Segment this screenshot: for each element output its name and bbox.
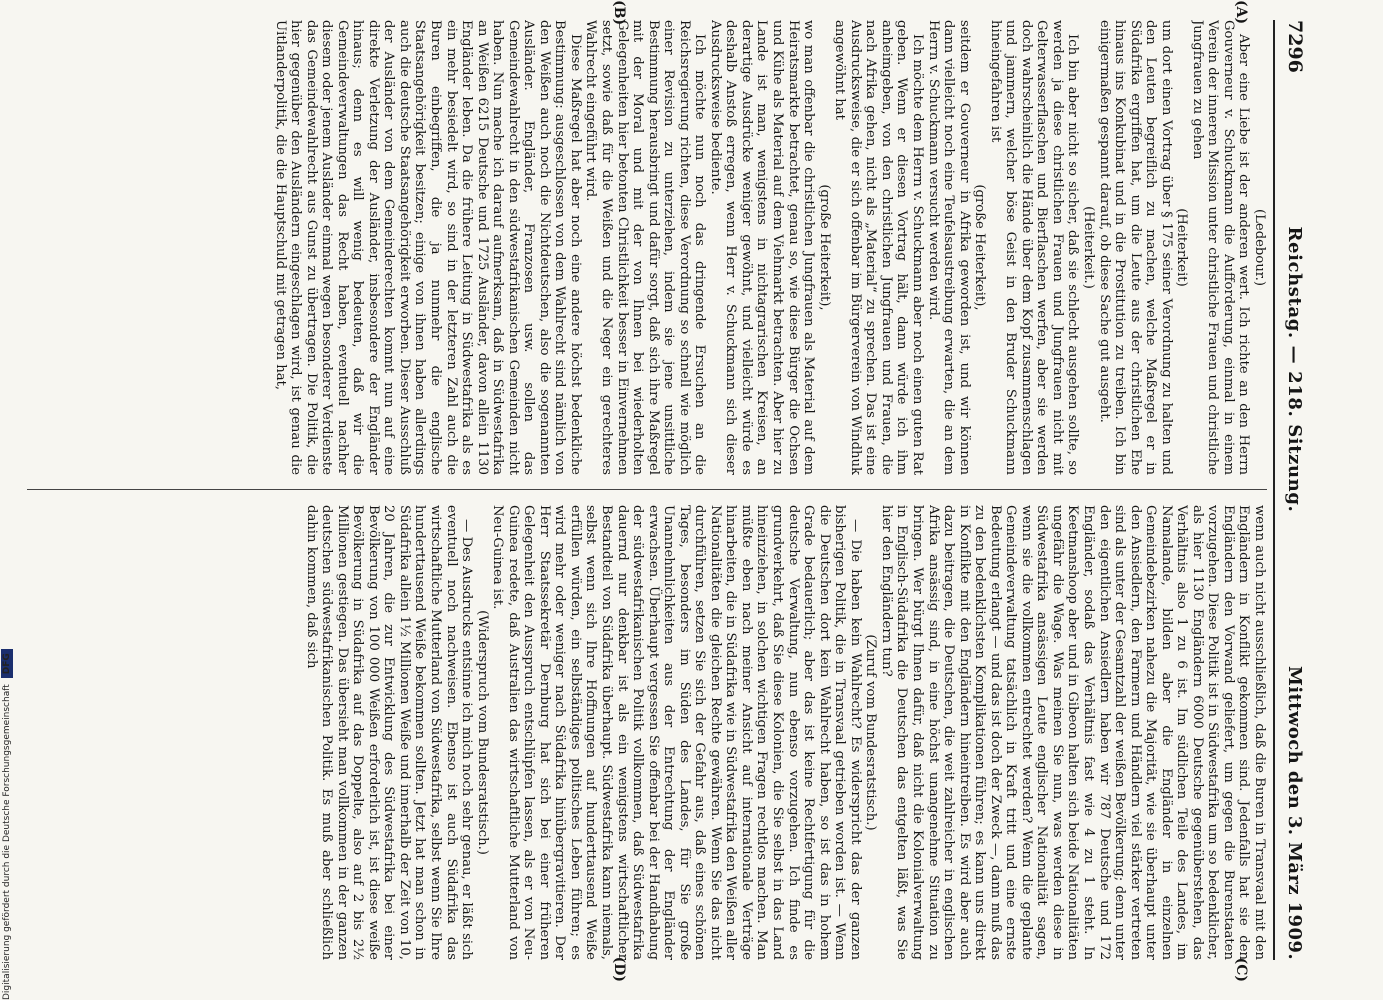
text-columns [27,0,1267,982]
header-rule [1273,20,1275,960]
margin-marker-a: (A) [1233,0,1249,25]
credit-text: Digitalisierung gefördert durch die Deutsche Forschungsgemeinschaft [2,684,12,1000]
column-gutter [27,475,1267,505]
interjection: (Zuruf vom Bundesratstisch.) [863,634,879,831]
session-title: Reichstag. — 218. Sitzung. [1284,226,1305,513]
paragraph: wo man offenbar die christlichen Jungfrauen als Material auf dem Heiratsmarkte betrachtet, genau so, wie diese Bürger die Ochsen und Kühe als Material auf dem Viehmarkt betrachten. Aber hier zu Lande ist man, wenigstens in nichtagrarischen Kreisen, an derartige Ausdrücke weniger gewöhnt, und vielleicht würde es deshalb Anstoß erregen, wenn Herr v. Schuckmann sich dieser Ausdrucksweise bediente. [707,20,817,475]
right-column [27,505,1267,960]
digitization-credit [0,0,14,1000]
paragraph: Aber eine Liebe ist der anderen wert. Ich richte an den Herrn Gouverneur v. Schuckmann die Aufforderung, einmal in einem Verein der inneren Mission unter christliche Frauen und christliche Jungfrauen zu gehen [1189,20,1252,475]
paragraph: Ich möchte nun noch das dringende Ersuchen an die Reichsregierung richten, diese Verordnung so schnell wie möglich einer Revision zu unterziehen, indem sie jene unsittliche Bestimmung herausbringt und dafür sorgt, daß sich ihre Maßregel mit der Moral und mit der von Ihnen bei wiederholten Gelegenheiten hier betonten Christlichkeit besser in Einvernehmen setzt, sowie daß für die Weißen und die Neger ein gerechteres Wahlrecht eingeführt wird. [583,20,708,475]
session-date: Mittwoch den 3. März 1909. [1284,666,1305,960]
page-header [1277,20,1306,960]
margin-marker-d: (D) [611,956,627,982]
paragraph: wenn auch nicht ausschließlich, daß die Buren in Transvaal mit den Engländern in Konflikt gekommen sind. Jedenfalls hat sie den Engländern den Vorwand geliefert, um gegen die Burenstaaten vorzugehen. Diese Politik ist in Südwestafrika um so bedenklicher, als hier 1130 Engländern 6000 Deutsche gegenüberstehen, das Verhältnis also 1 zu 6 ist. Im südlichen Teile des Landes, im Namalande, bilden aber die Engländer in einzelnen Gemeindebezirken nahezu die Majorität, wie sie überhaupt unter den Ansiedlern, den Farmern und Händlern viel stärker vertreten sind als unter der Gesamtzahl der weißen Bevölkerung; denn unter den eigentlichen Ansiedlern haben wir 787 Deutsche und 172 Engländer, sodaß das Verhältnis fast wie 4 zu 1 steht. In Keetmanshoop aber und in Gibeon halten sich beide Nationalitäten ungefähr die Wage. Was meinen Sie nun, was werden diese in Südwestafrika ansässigen Leute englischer Nationalität sagen, wenn sie die vollkommen entrechtet werden? Wenn die geplante Gemeindeverwaltung tatsächlich in Kraft tritt und eine ernste Bedeutung erlangt — und das ist doch der Zweck —, dann muß das zu den bedenklichsten Komplikationen führen; es kann uns direkt in Konflikte mit den Engländern hineintreiben. Es wird aber auch dazu beitragen, die Deutschen, die weit zahlreicher in englischen Afrika ansässig sind, in eine höchst unangenehme Situation zu bringen. Wer bürgt Ihnen dafür, daß nicht die Kolonialverwaltung in Englisch-Südafrika die Deutschen das entgelten läßt, was Sie hier den Engländern tun? [878,505,1267,960]
interjection: (Ledebour.) [1252,208,1267,287]
paragraph: Ich bin aber nicht so sicher, daß sie schlecht ausgehen sollte, so werden ja diese christlichen Frauen und Jungfrauen nicht mit Gelterwasserflaschen und Bierflaschen werfen, aber sie werden doch wahrscheinlich die Hände über dem Kopf zusammenschlagen und jammern, welcher böse Geist in den Bruder Schuckmann hineingefahren ist [987,20,1081,475]
paragraph: — Des Ausdrucks entsinne ich mich noch sehr genau, er läßt sich eventuell noch nachweisen. Ebenso ist auch Südafrika das wirtschaftliche Mutterland von Südwestafrika, selbst wenn Sie Ihre hunderttausend Weiße bekommen sollten. Jetzt hat man schon in Südafrika allein 1½ Millionen Weiße und innerhalb der Zeit von 10, 20 Jahren, die zur Entwicklung des Südwestafrika bei einer Bevölkerung von 100 000 Weißen erforderlich ist, ist diese weiße Bevölkerung in Südafrika auf das Doppelte, also auf 2 bis 2½ Millionen gestiegen. Das übersieht man vollkommen in der ganzen deutschen südwestafrikanischen Politik. Es muß aber schließlich dahin kommen, daß sich [303,505,475,960]
interjection: (große Heiterkeit), [972,184,988,311]
left-column [27,20,1267,475]
paragraph: — Die haben kein Wahlrecht? Es widerspricht das der ganzen bisherigen Politik, die in Transvaal getrieben worden ist. — Wenn die Deutschen dort kein Wahlrecht haben, so ist das in hohem Grade bedauerlich; aber das ist keine Rechtfertigung für die deutsche Verwaltung, nun ebenso vorzugehen. Ich finde es grundverkehrt, daß Sie diese Kolonien, die Sie selbst in das Land hineinziehen, in solchen wichtigen Fragen rechtlos machen. Man müßte eben nach meiner Ansicht auf internationale Verträge hinarbeiten, die in Südafrika wie in Südwestafrika den Weißen aller Nationalitäten die gleichen Rechte gewähren. Wenn Sie das nicht durchführen, setzen Sie sich der Gefahr aus, daß eines schönen Tages, besonders im Süden des Landes, für Sie große Unannehmlichkeiten aus der Entrechtung der Engländer erwachsen. Überhaupt vergessen Sie offenbar bei der Handhabung der südwestafrikanischen Politik vollkommen, daß Südwestafrika dauernd nur denkbar ist als ein wenigstens wirtschaftlicher Bestandteil von Südafrika überhaupt. Südwestafrika kann niemals, selbst wenn sich Ihre Hoffnungen auf hunderttausend Weiße erfüllen würden, ein selbständiges politisches Leben führen; es wird mehr oder weniger nach Südafrika hinübergravitieren. Der Herr Staatssekretär Dernburg hat sich bei einer früheren Gelegenheit den Ausspruch entschlüpfen lassen, als er von Neu-Guinea redete, daß Australien das wirtschaftliche Mutterland von Neu-Guinea ist. [490,505,863,960]
paragraph: um dort einen Vortrag über § 175 seiner Verordnung zu halten und den Leuten begreiflich zu machen, welche Maßregel er in Südafrika ergriffen hat, um die Leute aus der christlichen Ehe hinaus ins Konkubinat und in die Prostitution zu treiben. Ich bin einigermaßen gespannt darauf, ob diese Sache gut ausgeht. [1096,20,1174,475]
interjection: (große Heiterkeit), [816,184,832,311]
paragraph: Ich möchte dem Herrn v. Schuckmann aber noch einen guten Rat geben. Wenn er diesen Vortrag hält, dann würde ich ihm anheimgeben, von den christlichen Jungfrauen und Frauen, die nach Afrika gehen, nicht als „Material“ zu sprechen. Das ist eine Ausdrucksweise, die er sich offenbar im Bürgerverein von Windhuk angewöhnt hat [832,20,925,475]
paragraph: Diese Maßregel hat aber noch eine andere höchst bedenkliche Bestimmung: ausgeschlossen von dem Wahlrecht sind nämlich von den Weißen auch noch die Nichtdeutschen, also die sogenannten Ausländer. Engländer, Franzosen usw. sollen das Gemeindewahlrecht in den südwestafrikanischen Gemeinden nicht haben. Nun mache ich darauf aufmerksam, daß in Südwestafrika an Weißen 6215 Deutsche und 1725 Ausländer, davon allein 1130 Engländer leben. Da die frühere Leitung in Südwestafrika als es ein mehr besiedelt wird, so sind in der letzteren Zahl auch die Buren einbegriffen, die ja nunmehr die englische Staatsangehörigkeit besitzen; einige von ihnen haben allerdings auch die deutsche Staatsangehörigkeit erworben. Dieser Ausschluß der Ausländer von dem Gemeinderechten kommt nun auf eine direkte Verletzung der Ausländer, insbesondere der Engländer hinaus; denn es will wenig bedeuten, daß wir die Gemeindeverwaltungen das Recht haben, eventuell nachher diesem oder jenem Ausländer einmal wegen besonderer Verdienste das Gemeindewahlrecht aus Gunst zu übertragen. Die Politik, die hier gegenüber den Ausländern eingeschlagen wird, ist genau die Uitlanderpolitik, die die Hauptschuld mit getragen hat, [272,20,583,475]
margin-marker-c: (C) [1233,957,1249,982]
page-number: 7296 [1284,20,1306,73]
paragraph: seitdem er Gouverneur in Afrika geworden ist, und wir können dann vielleicht noch eine Teufelsaustreibung erwarten, die an dem Herrn v. Schuckmann versucht werden wird. [925,20,972,475]
column-divider [27,489,1267,490]
dfg-logo: DFG [1,649,13,678]
margin-marker-b: (B) [611,0,627,26]
interjection: (Heiterkeit.) [1080,206,1096,289]
interjection: (Widerspruch vom Bundesratstisch.) [474,610,490,855]
interjection: (Heiterkeit) [1174,208,1190,287]
